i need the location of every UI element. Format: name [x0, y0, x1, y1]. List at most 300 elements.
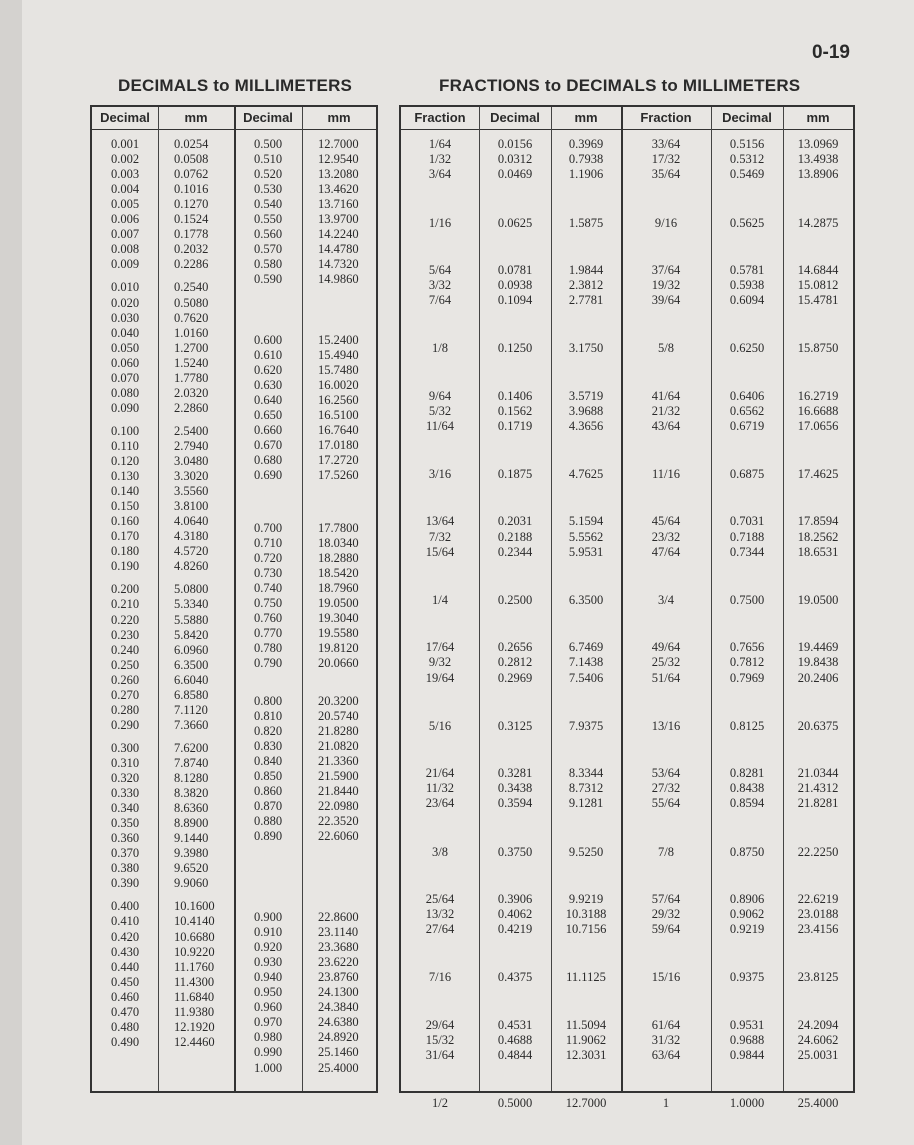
table-cell: 4.7625	[568, 467, 604, 482]
table-cell: 25.1460	[318, 1045, 359, 1060]
header-mm: mm	[574, 110, 598, 125]
table-cell: 10.9220	[174, 944, 215, 959]
table-cell: 0.300	[110, 740, 140, 755]
table-cell: 17.2720	[318, 453, 359, 468]
table-cell: 0.0781	[497, 262, 533, 277]
table-cell: 21.0344	[797, 766, 839, 780]
table-cell: 0.210	[110, 597, 140, 612]
table-cell: 0.004	[110, 182, 140, 197]
table-cell: 17/64	[425, 640, 455, 655]
table-cell: 51/64	[651, 670, 681, 685]
table-cell: 39/64	[651, 293, 681, 308]
table-cell: 24.1300	[318, 985, 359, 1000]
table-cell: 0.8281	[729, 766, 765, 780]
table-cell: 0.640	[253, 393, 283, 408]
table-cell: 25.4000	[797, 1096, 839, 1111]
book-page	[22, 0, 914, 1145]
table-cell: 0.2032	[174, 242, 209, 257]
table-cell: 0.430	[110, 944, 140, 959]
table-cell: 0.860	[253, 784, 283, 799]
table-cell: 3.0480	[174, 454, 209, 468]
table-cell: 4.5720	[174, 544, 209, 559]
table-cell: 0.620	[253, 363, 283, 378]
table-cell: 0.0254	[174, 137, 209, 151]
table-cell: 0.6562	[729, 403, 765, 418]
table-cell: 0.1778	[174, 227, 209, 242]
table-cell: 13/16	[651, 718, 681, 733]
table-cell: 5/8	[658, 341, 674, 356]
table-cell: 13/32	[425, 907, 455, 921]
table-cell: 23.6220	[318, 955, 359, 970]
table-cell: 0.8594	[729, 796, 765, 811]
header-decimal: Decimal	[100, 110, 150, 125]
table-cell: 24.6062	[797, 1032, 839, 1047]
table-cell: 13.7160	[318, 197, 359, 212]
column-divider	[158, 107, 159, 1091]
table-cell: 4.3180	[174, 529, 209, 544]
table-cell: 0.500	[253, 137, 283, 151]
table-cell: 12.4460	[174, 1034, 215, 1049]
table-cell: 0.970	[253, 1015, 283, 1030]
table-cell: 0.590	[253, 272, 283, 287]
table-cell: 0.5080	[174, 295, 209, 310]
table-cell: 17.0656	[797, 419, 839, 433]
page-number: 0-19	[811, 42, 850, 63]
table-cell: 0.1094	[497, 293, 533, 308]
table-cell: 20.3200	[318, 694, 359, 708]
table-cell: 0.1875	[497, 467, 533, 482]
table-cell: 15.8750	[797, 341, 839, 356]
table-cell: 0.8125	[729, 718, 765, 733]
table-cell: 17.4625	[797, 467, 839, 482]
table-cell: 0.4688	[497, 1032, 533, 1047]
table-cell: 0.820	[253, 724, 283, 739]
table-cell: 61/64	[651, 1017, 681, 1032]
table-cell: 0.1016	[174, 182, 209, 197]
table-cell: 0.0312	[497, 152, 533, 167]
table-cell: 7.3660	[174, 717, 209, 732]
table-cell: 2.0320	[174, 385, 209, 400]
table-cell: 10.3188	[565, 907, 607, 921]
table-cell: 0.800	[253, 694, 283, 708]
table-cell: 3/16	[428, 467, 452, 482]
table-cell: 0.7031	[729, 514, 765, 529]
table-cell: 21.8440	[318, 784, 359, 799]
table-cell: 2.5400	[174, 423, 209, 438]
table-cell: 0.2031	[497, 514, 533, 529]
table-cell: 22.8600	[318, 910, 359, 924]
table-cell: 47/64	[651, 544, 681, 559]
table-cell: 1.1906	[568, 167, 604, 182]
table-cell: 0.009	[110, 257, 140, 272]
table-cell: 0.5625	[729, 215, 765, 230]
table-cell: 21.3360	[318, 754, 359, 769]
table-cell: 29/32	[651, 907, 681, 921]
fractions-table	[399, 105, 855, 1111]
table-cell: 2.7781	[568, 293, 604, 308]
table-cell: 0.003	[110, 167, 140, 182]
table-cell: 13/64	[425, 514, 455, 529]
table-cell: 16.6688	[797, 403, 839, 418]
table-cell: 7.1120	[174, 702, 208, 717]
table-cell: 0.9062	[729, 907, 765, 921]
table-cell: 0.2286	[174, 257, 209, 272]
table-cell: 3/32	[428, 278, 452, 292]
table-cell: 0.520	[253, 167, 283, 182]
table-cell: 0.7969	[729, 670, 765, 685]
table-cell: 0.7938	[568, 152, 604, 167]
table-cell: 0.2969	[497, 670, 533, 685]
table-cell: 14.2875	[797, 215, 839, 230]
table-cell: 0.5781	[729, 262, 765, 277]
table-cell: 0.290	[110, 717, 140, 732]
table-cell: 0.2812	[497, 655, 533, 670]
header-fraction: Fraction	[414, 110, 466, 125]
table-cell: 0.7188	[729, 529, 765, 544]
table-cell: 0.480	[110, 1019, 140, 1034]
table-cell: 0.6250	[729, 341, 765, 356]
table-cell: 0.7812	[729, 655, 765, 670]
table-cell: 1.2700	[174, 340, 209, 355]
table-cell: 15.4781	[797, 293, 839, 308]
table-cell: 17.0180	[318, 438, 359, 453]
table-cell: 6.3500	[174, 657, 209, 672]
table-cell: 1.5240	[174, 355, 209, 370]
table-cell: 7/32	[428, 529, 452, 544]
table-cell: 8.1280	[174, 771, 209, 785]
table-cell: 3.1750	[568, 341, 604, 356]
table-cell: 1.0160	[174, 325, 209, 340]
table-cell: 13.9700	[318, 212, 359, 227]
table-cell: 0.550	[253, 212, 283, 227]
table-cell: 0.810	[253, 709, 283, 724]
table-cell: 5.8420	[174, 627, 209, 642]
table-cell: 12.7000	[565, 1096, 607, 1111]
table-cell: 0.4844	[497, 1048, 533, 1062]
table-cell: 21/32	[651, 403, 681, 418]
table-cell: 0.3969	[568, 137, 604, 151]
table-cell: 0.450	[110, 974, 140, 989]
table-cell: 13.0969	[797, 137, 839, 151]
table-cell: 0.160	[110, 514, 140, 529]
table-cell: 7.8740	[174, 755, 209, 770]
table-cell: 0.0762	[174, 167, 209, 182]
table-cell: 15.4940	[318, 348, 359, 363]
table-cell: 0.230	[110, 627, 140, 642]
table-cell: 0.110	[111, 438, 139, 453]
table-header	[401, 107, 853, 130]
table-cell: 0.830	[253, 739, 283, 754]
table-cell: 11/32	[425, 781, 454, 796]
table-cell: 0.5156	[729, 137, 765, 151]
column-divider	[302, 107, 303, 1091]
table-cell: 9/64	[428, 388, 452, 403]
table-cell: 0.2500	[497, 593, 533, 607]
table-cell: 0.530	[253, 182, 283, 197]
table-cell: 5.5880	[174, 612, 209, 627]
table-cell: 0.420	[110, 929, 140, 944]
table-cell: 0.4219	[497, 922, 533, 937]
table-cell: 0.0625	[497, 215, 533, 230]
table-cell: 0.8438	[729, 781, 765, 796]
table-cell: 45/64	[651, 514, 681, 529]
table-cell: 23/32	[651, 529, 681, 544]
table-cell: 0.250	[110, 657, 140, 672]
table-cell: 9.9060	[174, 876, 209, 891]
table-cell: 0.3281	[497, 766, 533, 780]
table-cell: 0.9375	[729, 970, 765, 985]
table-cell: 7/16	[428, 970, 452, 985]
table-cell: 0.8750	[729, 844, 765, 859]
table-cell: 0.950	[253, 985, 283, 1000]
table-cell: 20.5740	[318, 709, 359, 724]
table-cell: 23/64	[425, 796, 455, 811]
header-fraction: Fraction	[640, 110, 692, 125]
table-cell: 0.7656	[729, 640, 765, 655]
table-cell: 0.1406	[497, 388, 533, 403]
table-cell: 0.360	[110, 831, 140, 846]
table-cell: 24.6380	[318, 1015, 359, 1030]
table-cell: 0.006	[110, 212, 140, 227]
table-cell: 1/8	[432, 341, 448, 356]
table-cell: 0.220	[110, 612, 140, 627]
table-cell: 10.7156	[565, 922, 607, 937]
table-cell: 14.2240	[318, 227, 359, 242]
table-cell: 6.6040	[174, 672, 209, 687]
table-cell: 27/64	[425, 922, 455, 937]
table-cell: 0.680	[253, 453, 283, 468]
table-cell: 19.4469	[797, 640, 839, 655]
table-cell: 1/2	[432, 1096, 448, 1111]
table-cell: 0.340	[110, 801, 140, 816]
table-cell: 3/64	[428, 167, 452, 182]
table-cell: 0.600	[253, 333, 283, 347]
table-cell: 41/64	[651, 388, 681, 403]
table-cell: 0.930	[253, 955, 283, 970]
table-cell: 9.3980	[174, 846, 209, 861]
table-cell: 15/16	[651, 970, 681, 985]
table-cell: 0.630	[253, 378, 283, 393]
table-cell: 1.7780	[174, 370, 209, 385]
table-cell: 21.8281	[797, 796, 839, 811]
table-cell: 12.7000	[318, 137, 359, 151]
table-cell: 24.8920	[318, 1030, 359, 1045]
table-cell: 0.010	[110, 280, 140, 295]
table-cell: 0.4531	[497, 1017, 533, 1032]
table-cell: 22.2250	[797, 844, 839, 859]
table-cell: 0.060	[110, 355, 140, 370]
table-cell: 0.690	[253, 468, 283, 483]
table-cell: 0.540	[253, 197, 283, 212]
table-cell: 12.3031	[565, 1048, 607, 1062]
table-cell: 0.5938	[729, 278, 765, 292]
table-cell: 11.1760	[174, 959, 215, 974]
table-cell: 0.240	[110, 642, 140, 657]
table-cell: 0.670	[253, 438, 283, 453]
table-cell: 0.2188	[497, 529, 533, 544]
table-cell: 11/16	[651, 467, 680, 482]
table-cell: 5/32	[428, 403, 452, 418]
table-cell: 0.3906	[497, 891, 533, 906]
table-cell: 0.770	[253, 626, 283, 641]
table-cell: 23.0188	[797, 907, 839, 921]
table-cell: 0.7344	[729, 544, 765, 559]
table-cell: 3.5719	[568, 388, 604, 403]
table-cell: 1/32	[428, 152, 452, 167]
table-cell: 0.6094	[729, 293, 765, 308]
table-cell: 0.190	[110, 559, 140, 574]
table-cell: 0.007	[110, 227, 140, 242]
table-cell: 8.8900	[174, 816, 209, 831]
table-cell: 1.9844	[568, 262, 604, 277]
table-cell: 0.3438	[497, 781, 533, 796]
table-cell: 15.7480	[318, 363, 359, 378]
table-cell: 0.880	[253, 814, 283, 829]
table-cell: 17.7800	[318, 521, 359, 535]
table-cell: 25/32	[651, 655, 681, 670]
table-cell: 0.140	[110, 484, 140, 499]
table-cell: 0.790	[253, 656, 283, 671]
table-cell: 20.0660	[318, 656, 359, 671]
table-cell: 18.0340	[318, 536, 359, 551]
table-cell: 19.8120	[318, 641, 359, 656]
table-cell: 0.740	[253, 581, 283, 596]
table-cell: 0.7620	[174, 310, 209, 325]
table-cell: 16.2560	[318, 393, 359, 408]
table-cell: 14.9860	[318, 272, 359, 287]
table-cell: 11.4300	[174, 974, 215, 989]
table-cell: 21.8280	[318, 724, 359, 739]
table-cell: 0.570	[253, 242, 283, 257]
table-cell: 49/64	[651, 640, 681, 655]
table-cell: 0.940	[253, 970, 283, 985]
table-cell: 15.2400	[318, 333, 359, 347]
table-cell: 0.5312	[729, 152, 765, 167]
table-cell: 0.1250	[497, 341, 533, 356]
table-cell: 25/64	[425, 891, 455, 906]
table-cell: 7.6200	[174, 740, 209, 755]
table-cell: 0.580	[253, 257, 283, 272]
table-cell: 1.0000	[729, 1096, 765, 1111]
table-cell: 1/16	[428, 215, 452, 230]
table-cell: 1.5875	[568, 215, 604, 230]
table-cell: 0.9844	[729, 1048, 765, 1062]
table-cell: 0.080	[110, 385, 140, 400]
table-cell: 15/64	[425, 544, 455, 559]
table-cell: 0.320	[110, 771, 140, 785]
table-cell: 11.1125	[566, 970, 606, 985]
table-cell: 5.3340	[174, 597, 209, 612]
table-cell: 12.1920	[174, 1019, 215, 1034]
table-cell: 7.1438	[568, 655, 604, 670]
table-cell: 53/64	[651, 766, 681, 780]
table-cell: 22.3520	[318, 814, 359, 829]
table-cell: 15/32	[425, 1032, 455, 1047]
table-cell: 0.280	[110, 702, 140, 717]
table-cell: 0.840	[253, 754, 283, 769]
table-cell: 0.3594	[497, 796, 533, 811]
table-cell: 11.5094	[565, 1017, 607, 1032]
table-cell: 21.4312	[797, 781, 839, 796]
table-cell: 23.8760	[318, 970, 359, 985]
table-cell: 0.0508	[174, 152, 209, 167]
table-cell: 63/64	[651, 1048, 681, 1062]
table-cell: 19.8438	[797, 655, 839, 670]
table-cell: 43/64	[651, 419, 681, 433]
table-cell: 0.090	[110, 400, 140, 415]
table-cell: 0.1270	[174, 197, 209, 212]
table-cell: 25.0031	[797, 1048, 839, 1062]
table-cell: 1/4	[432, 593, 448, 607]
table-cell: 0.470	[110, 1004, 140, 1019]
table-cell: 0.6406	[729, 388, 765, 403]
table-cell: 5.9531	[568, 544, 604, 559]
table-cell: 0.001	[110, 137, 140, 151]
table-cell: 0.070	[110, 370, 140, 385]
table-cell: 18.7960	[318, 581, 359, 596]
table-cell: 24.3840	[318, 1000, 359, 1015]
table-cell: 0.610	[253, 348, 283, 363]
table-cell: 9/32	[428, 655, 452, 670]
table-cell: 5/16	[428, 718, 452, 733]
table-cell: 23.8125	[797, 970, 839, 985]
table-cell: 0.050	[110, 340, 140, 355]
table-cell: 5.5562	[568, 529, 604, 544]
table-cell: 0.410	[110, 914, 140, 929]
table-cell: 0.260	[110, 672, 140, 687]
table-cell: 3.3020	[174, 469, 209, 484]
table-cell: 0.390	[110, 876, 140, 891]
table-cell: 18.2562	[797, 529, 839, 544]
table-cell: 11/64	[425, 419, 454, 433]
table-cell: 14.4780	[318, 242, 359, 257]
table-cell: 0.310	[110, 755, 140, 770]
header-decimal: Decimal	[722, 110, 772, 125]
table-cell: 27/32	[651, 781, 681, 796]
table-cell: 22.0980	[318, 799, 359, 814]
table-cell: 0.720	[253, 551, 283, 566]
table-cell: 20.2406	[797, 670, 839, 685]
table-cell: 0.960	[253, 1000, 283, 1015]
decimals-to-mm-table	[90, 105, 378, 1093]
table-cell: 4.0640	[174, 514, 209, 529]
header-mm: mm	[184, 110, 208, 125]
table-cell: 14.7320	[318, 257, 359, 272]
table-cell: 0.100	[110, 423, 140, 438]
table-cell: 13.2080	[318, 167, 359, 182]
table-cell: 0.270	[110, 687, 140, 702]
table-cell: 0.370	[110, 846, 140, 861]
table-cell: 1.000	[253, 1060, 283, 1075]
table-cell: 16.7640	[318, 423, 359, 438]
table-cell: 0.005	[110, 197, 140, 212]
table-cell: 22.6219	[797, 891, 839, 906]
table-cell: 19/64	[425, 670, 455, 685]
table-cell: 21.0820	[318, 739, 359, 754]
table-cell: 0.040	[110, 325, 140, 340]
table-cell: 22.6060	[318, 829, 359, 844]
table-cell: 0.560	[253, 227, 283, 242]
table-cell: 14.6844	[797, 262, 839, 277]
table-cell: 0.350	[110, 816, 140, 831]
table-cell: 0.750	[253, 596, 283, 611]
table-cell: 10.1600	[174, 899, 215, 914]
table-cell: 11.9380	[174, 1004, 215, 1019]
table-cell: 0.2540	[174, 280, 209, 295]
table-cell: 0.0469	[497, 167, 533, 182]
table-cell: 2.7940	[174, 438, 209, 453]
table-cell: 0.6875	[729, 467, 765, 482]
